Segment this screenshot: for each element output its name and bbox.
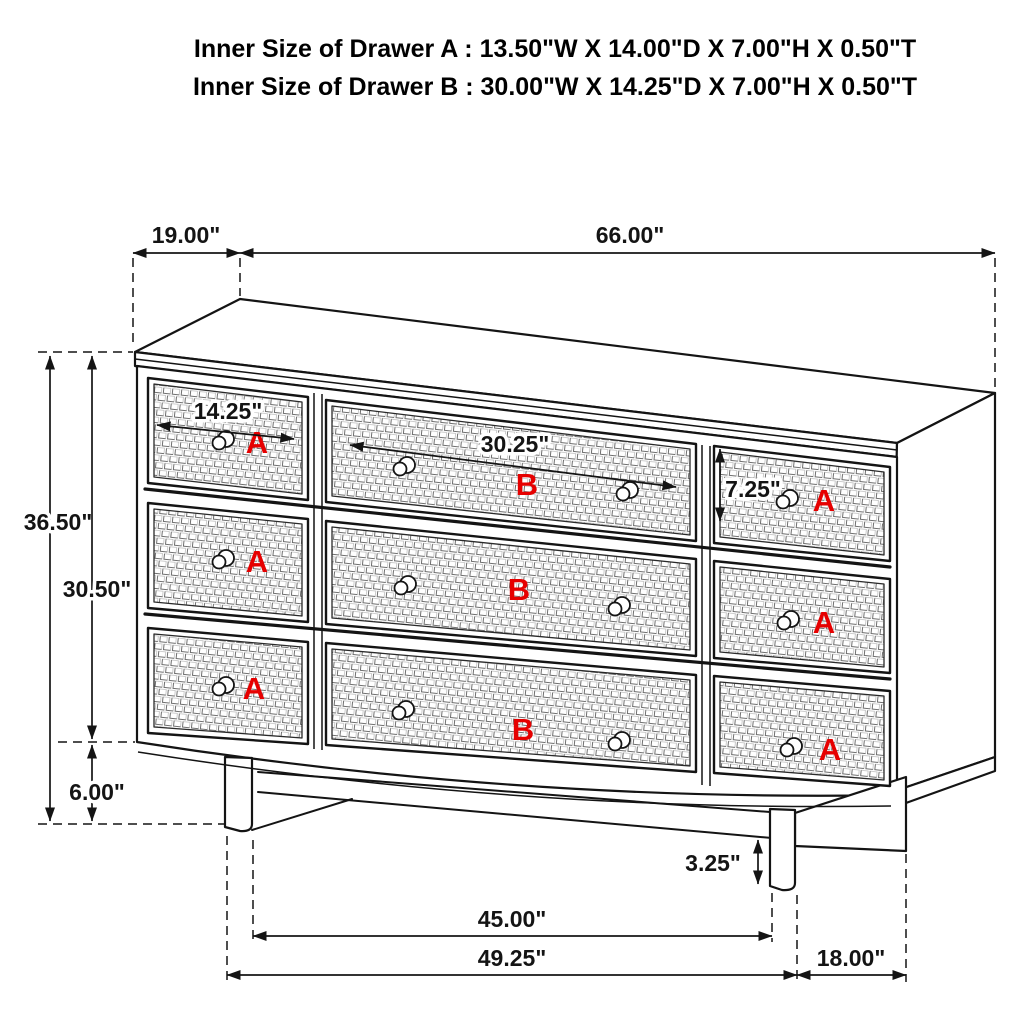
- front-right-leg: [770, 809, 795, 890]
- drawer-label-b: B: [511, 712, 535, 747]
- dim-label-drawer-a-width: 14.25": [193, 398, 263, 424]
- title-block: [193, 35, 917, 101]
- drawer-label-a: A: [812, 605, 836, 640]
- left-leg-brace-line: [252, 799, 352, 830]
- drawer-label-b: B: [515, 467, 539, 502]
- base-apron-bottom-line: [258, 792, 772, 838]
- title-line-2: Inner Size of Drawer B : 30.00"W X 14.25"D X 7.00"H X 0.50"T: [192, 73, 918, 101]
- dim-label-leg-height: 6.00": [69, 779, 125, 805]
- dimension-leg-height: [69, 745, 125, 821]
- dim-label-top-depth: 19.00": [151, 222, 221, 248]
- dim-label-base-width: 49.25": [477, 945, 547, 971]
- dim-label-side-depth: 18.00": [816, 945, 886, 971]
- dimension-side-depth: [797, 854, 906, 982]
- drawer-label-a: A: [245, 544, 269, 579]
- dresser-right-side-panel: [889, 393, 995, 793]
- title-line-1: Inner Size of Drawer A : 13.50"W X 14.00"D X 7.00"H X 0.50"T: [193, 35, 917, 63]
- dresser-drawing: [135, 299, 995, 890]
- dim-label-foot-height: 3.25": [685, 850, 741, 876]
- dimension-case-height: [58, 356, 135, 742]
- dim-label-base-inner-width: 45.00": [477, 906, 547, 932]
- dim-label-overall-width: 66.00": [595, 222, 665, 248]
- drawer-label-a: A: [242, 671, 266, 706]
- dim-label-drawer-height: 7.25": [725, 476, 781, 502]
- dim-label-drawer-b-width: 30.25": [480, 431, 550, 457]
- drawer-label-a: A: [818, 732, 842, 767]
- dim-label-case-height: 30.50": [62, 576, 132, 602]
- drawer-label-a: A: [812, 483, 836, 518]
- dimension-foot-height: [685, 840, 758, 884]
- drawer-label-a: A: [245, 425, 269, 460]
- drawer-a-right-row2-cane-panel: [720, 567, 884, 667]
- dim-label-overall-height: 36.50": [23, 509, 93, 535]
- drawer-label-b: B: [507, 572, 531, 607]
- drawer-a-right-row3-cane-panel: [720, 682, 884, 780]
